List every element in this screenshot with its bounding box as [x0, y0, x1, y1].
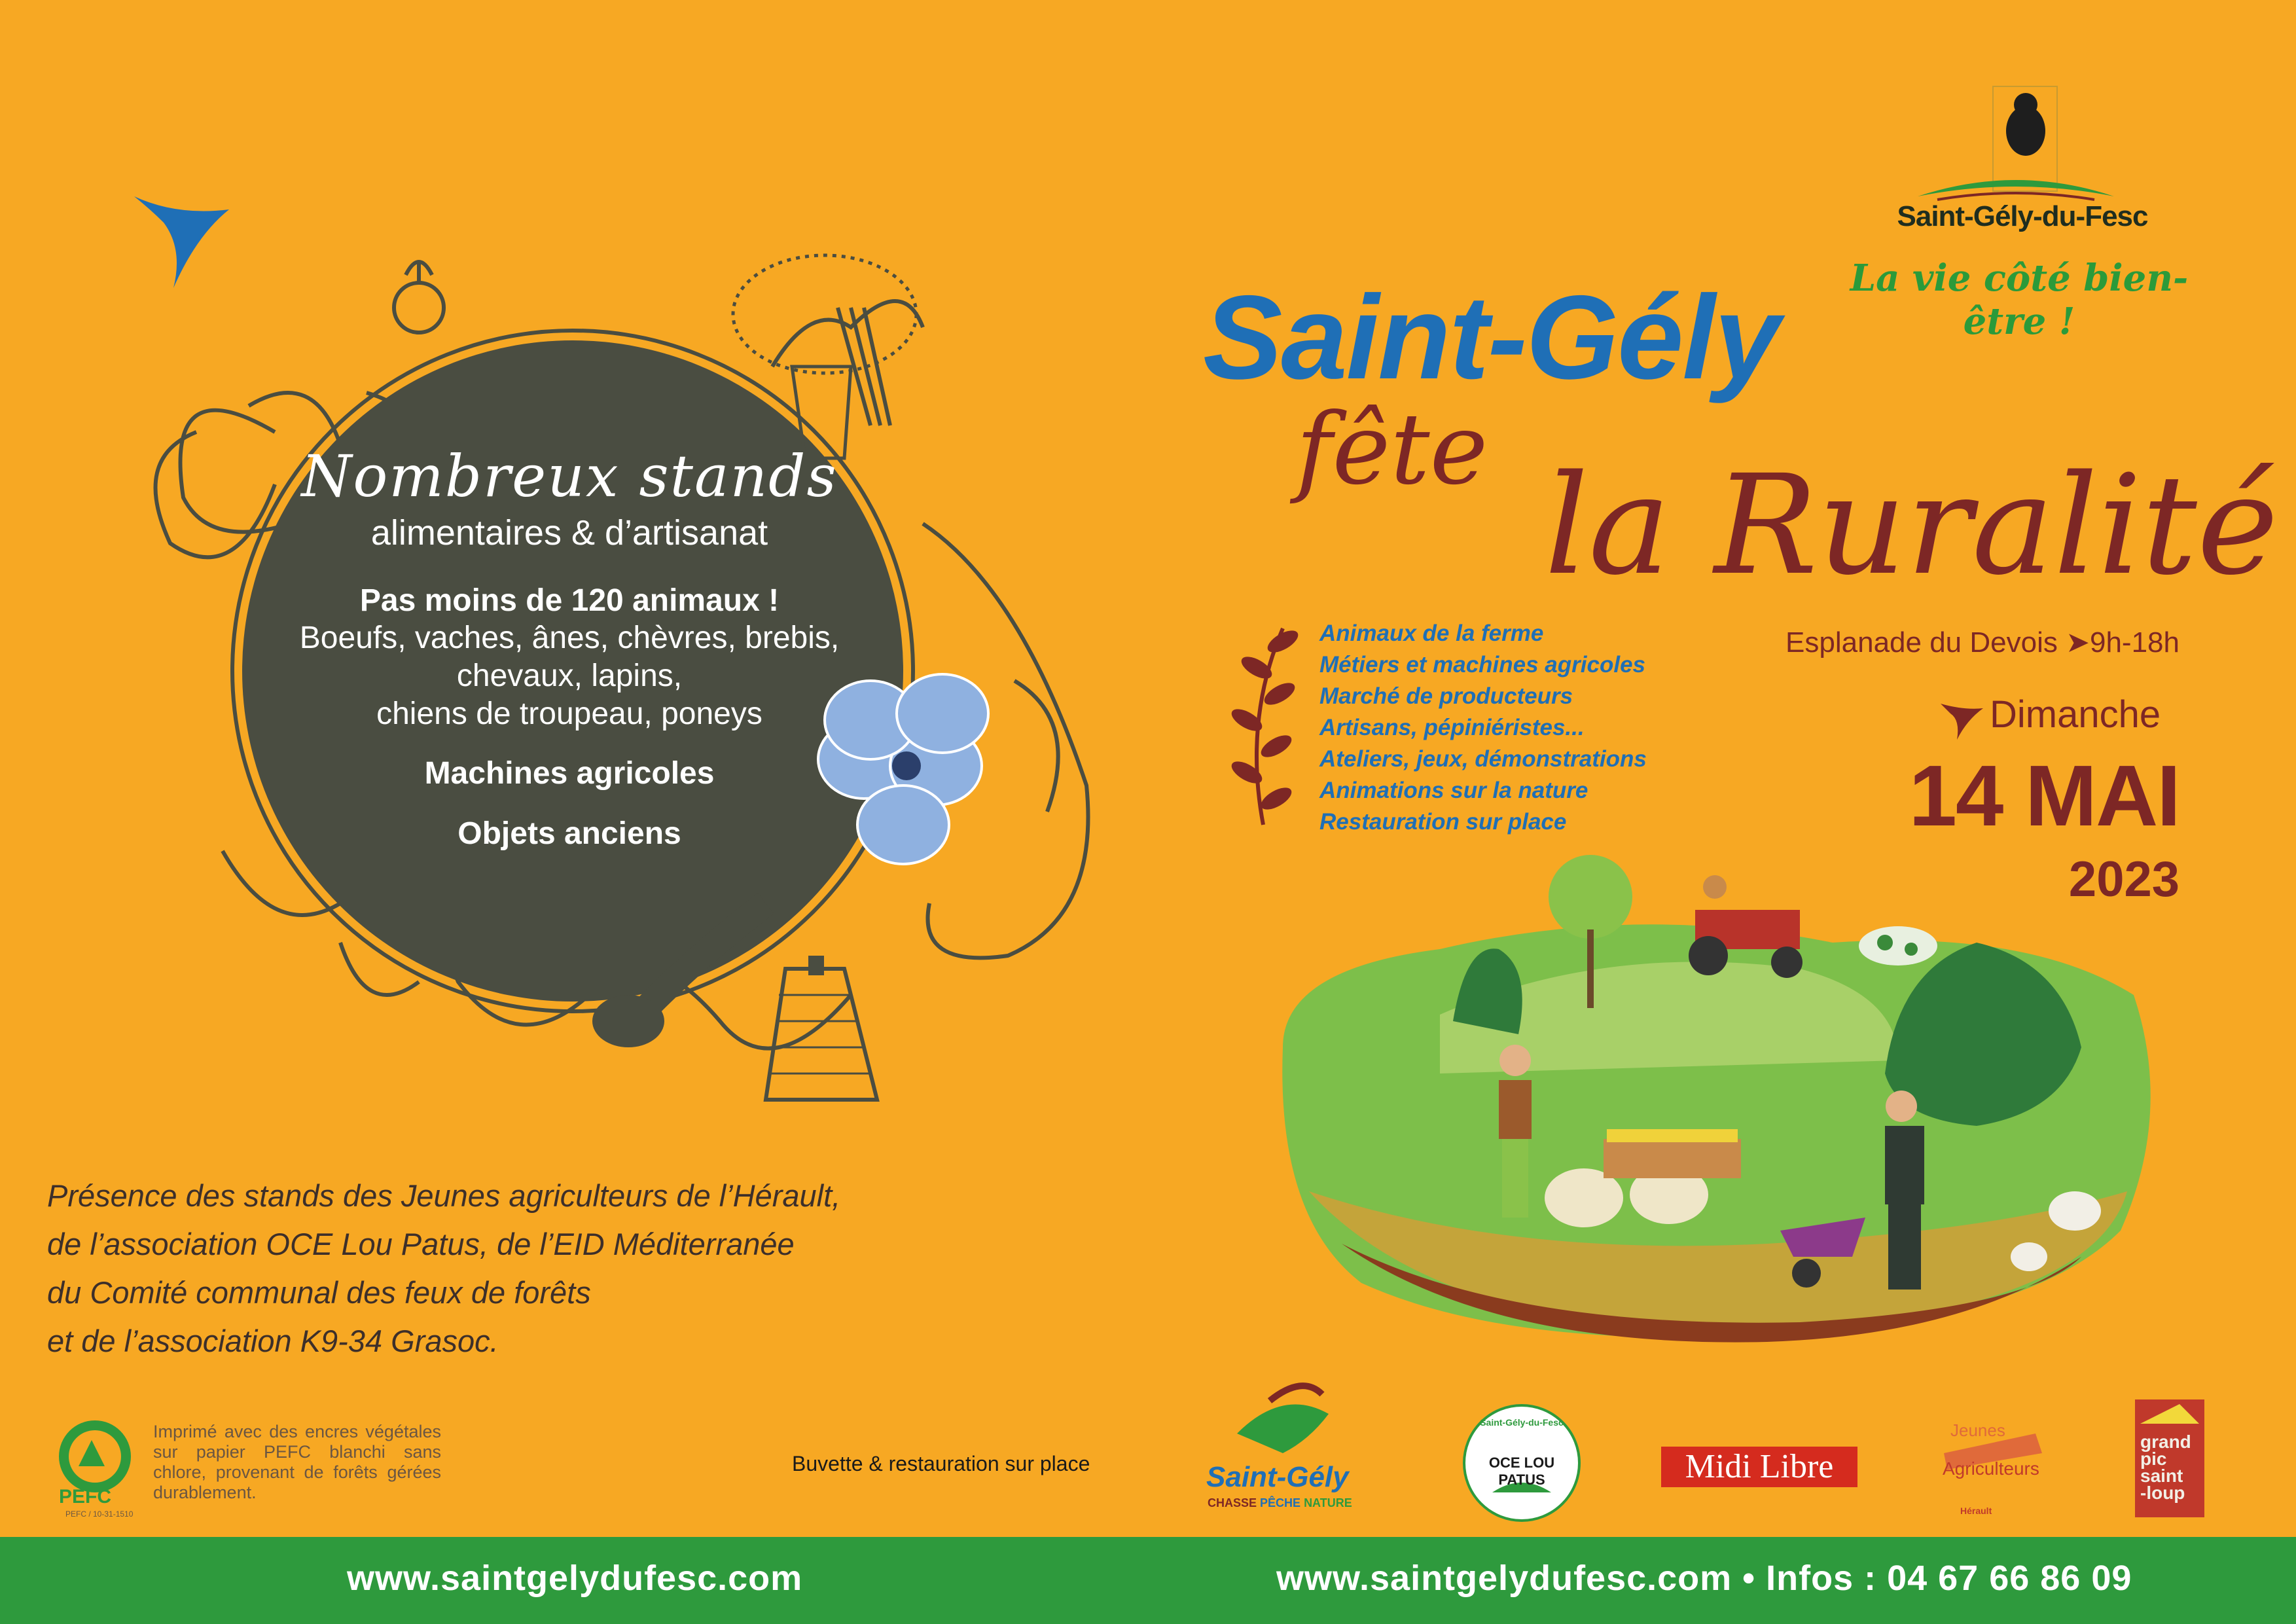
pefc-label: PEFC	[59, 1486, 112, 1507]
stands-circle-content	[262, 442, 877, 852]
ja-logo-line3: Hérault	[1960, 1506, 1992, 1516]
presence-line: du Comité communal des feux de forêts	[47, 1275, 591, 1310]
feature-item: Animations sur la nature	[1319, 778, 1588, 803]
presence-line: de l’association OCE Lou Patus, de l’EID Méditerranée	[47, 1227, 795, 1261]
objects-label: Objets anciens	[457, 816, 681, 851]
feature-item: Ateliers, jeux, démonstrations	[1319, 746, 1647, 772]
swallow-icon	[134, 196, 229, 288]
event-hours: 9h-18h	[2089, 626, 2179, 659]
leaf-branch-icon	[1228, 626, 1301, 825]
website-link[interactable]: www.saintgelydufesc.com	[347, 1559, 803, 1598]
spool-icon	[766, 956, 877, 1100]
farm-scene-illustration	[1282, 855, 2150, 1343]
midi-libre-logo: Midi Libre	[1661, 1447, 1857, 1487]
website-and-phone[interactable]: www.saintgelydufesc.com • Infos : 04 67 66 86 09	[1276, 1559, 2132, 1598]
circle-subtitle: alimentaires & d’artisanat	[370, 513, 768, 552]
event-year: 2023	[2068, 852, 2179, 907]
pefc-text: Imprimé avec des encres végétales sur papier PEFC blanchi sans chlore, provenant de forêts gérées durablement.	[153, 1422, 441, 1502]
event-day: Dimanche	[1990, 693, 2161, 736]
feature-item: Animaux de la ferme	[1319, 621, 1544, 646]
small-swallow-icon	[1941, 704, 1983, 740]
animals-line: chevaux, lapins,	[456, 659, 683, 694]
place-name: Esplanade du Devois	[1785, 626, 2058, 659]
animals-line: Boeufs, vaches, ânes, chèvres, brebis,	[299, 621, 840, 656]
animals-line: chiens de troupeau, poneys	[376, 696, 762, 731]
ja-logo-line2: Agriculteurs	[1943, 1458, 2039, 1479]
feature-item: Métiers et machines agricoles	[1319, 652, 1645, 677]
presence-line: Présence des stands des Jeunes agriculteurs de l’Hérault,	[47, 1178, 841, 1213]
feature-item: Artisans, pépiniéristes...	[1319, 715, 1585, 740]
municipality-name: Saint-Gély-du-Fesc	[1897, 200, 2148, 232]
pin-icon: ➤	[2066, 626, 2090, 659]
gpsl-logo-text: grand pic saint -loup	[2140, 1432, 2191, 1503]
circle-title: Nombreux stands	[301, 442, 838, 510]
event-date: 14 MAI	[1909, 748, 2179, 844]
feature-item: Marché de producteurs	[1319, 683, 1573, 709]
features-list	[1319, 618, 1647, 838]
tagline: La vie côté bien-être !	[1850, 257, 2189, 343]
ja-logo-line1: Jeunes	[1950, 1420, 2005, 1440]
title-fete: fête	[1296, 393, 1488, 507]
chasse-logo-tags: CHASSE PÊCHE NATURE	[1208, 1496, 1352, 1509]
presence-line: et de l’association K9-34 Grasoc.	[47, 1324, 499, 1358]
buvette-text: Buvette & restauration sur place	[792, 1452, 1090, 1475]
feature-item: Restauration sur place	[1319, 809, 1567, 835]
oce-logo-name: OCE LOU PATUS	[1488, 1454, 1555, 1488]
oce-logo-top: Saint-Gély-du-Fesc	[1480, 1417, 1564, 1428]
animals-heading: Pas moins de 120 animaux !	[359, 583, 780, 618]
municipal-logo	[1918, 86, 2114, 200]
chasse-logo-name: Saint-Gély	[1206, 1461, 1349, 1493]
machines-label: Machines agricoles	[424, 756, 715, 791]
pefc-code: PEFC / 10-31-1510	[65, 1509, 134, 1519]
title-ruralite: la Ruralité	[1545, 445, 2279, 605]
event-place	[1761, 626, 2179, 659]
title-saint-gely: Saint-Gély	[1203, 270, 1780, 404]
presence-paragraph	[47, 1172, 898, 1365]
